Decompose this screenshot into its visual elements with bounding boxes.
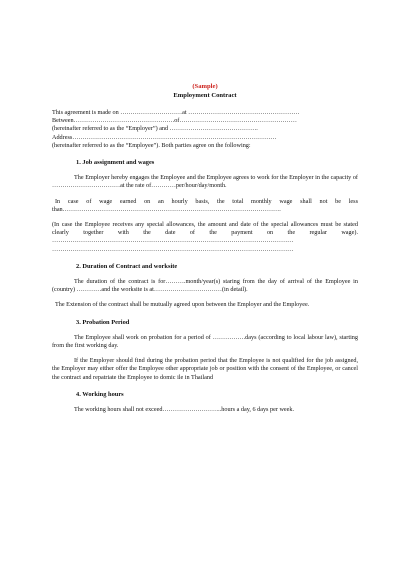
- section-title: 2. Duration of Contract and worksite: [76, 262, 178, 270]
- section-paragraph: The Extension of the contract shall be mutually agreed upon between the Employer and the Employee.: [55, 301, 310, 309]
- section-paragraph: The duration of the contract is for……….month/year(s) staring from the day of arrival of the Employee in (country) …………and the worksite is at……………………………(in detail).: [52, 278, 358, 294]
- section-title: 3. Probation Period: [76, 318, 130, 326]
- section-paragraph: The Employer hereby engages the Employee and the Employee agrees to work for the Employer in the capacity of ……………………………at the rate of…………per/hour/day/month.: [52, 174, 358, 190]
- section-paragraph: If the Employer should find during the probation period that the Employee is not qualified for the job assigned, the Employer may either offer the Employee other appropriate job or position with the consent of the Employee, or cancel the contract and repatriate the Employee to domic ile in Thailand: [52, 357, 358, 381]
- intro-block: [52, 109, 358, 150]
- intro-line: (hereinafter referred to as the “Employee”). Both parties agree on the following:: [52, 141, 251, 149]
- intro-line: Address………………………………………………………………………………………: [52, 133, 277, 141]
- document-title: Employment Contract: [173, 92, 237, 99]
- section-paragraph: The working hours shall not exceed………………………..hours a day, 6 days per week.: [74, 406, 295, 414]
- section-paragraph: In case of wage earned on an hourly basis, the total monthly wage shall not be less than…………………………………………………………………………………………….: [52, 197, 358, 213]
- section-paragraph: The Employee shall work on probation for a period of …………….days (according to local labour law), starting from the first working day.: [52, 333, 358, 350]
- intro-line: (hereinafter referred to as the “Employer”) and …………………………………….: [52, 125, 258, 133]
- section-title: 1. Job assignment and wages: [76, 159, 155, 167]
- intro-line: Between………………………………………….of…………………………………………………: [52, 117, 297, 125]
- intro-line: This agreement is made on …………………………at ………………………………………………: [52, 109, 300, 116]
- section-title: 4. Working hours: [76, 390, 124, 398]
- document-body: [52, 82, 358, 421]
- section-paragraph: (In case the Employee receives any special allowances, the amount and date of the special allowances must be stated clearly together with the date of the payment on the regular wage). ……………………………………………………………………………………………………… ………………………………………………………………………………………………………: [52, 221, 358, 253]
- sample-label: (Sample): [192, 83, 218, 90]
